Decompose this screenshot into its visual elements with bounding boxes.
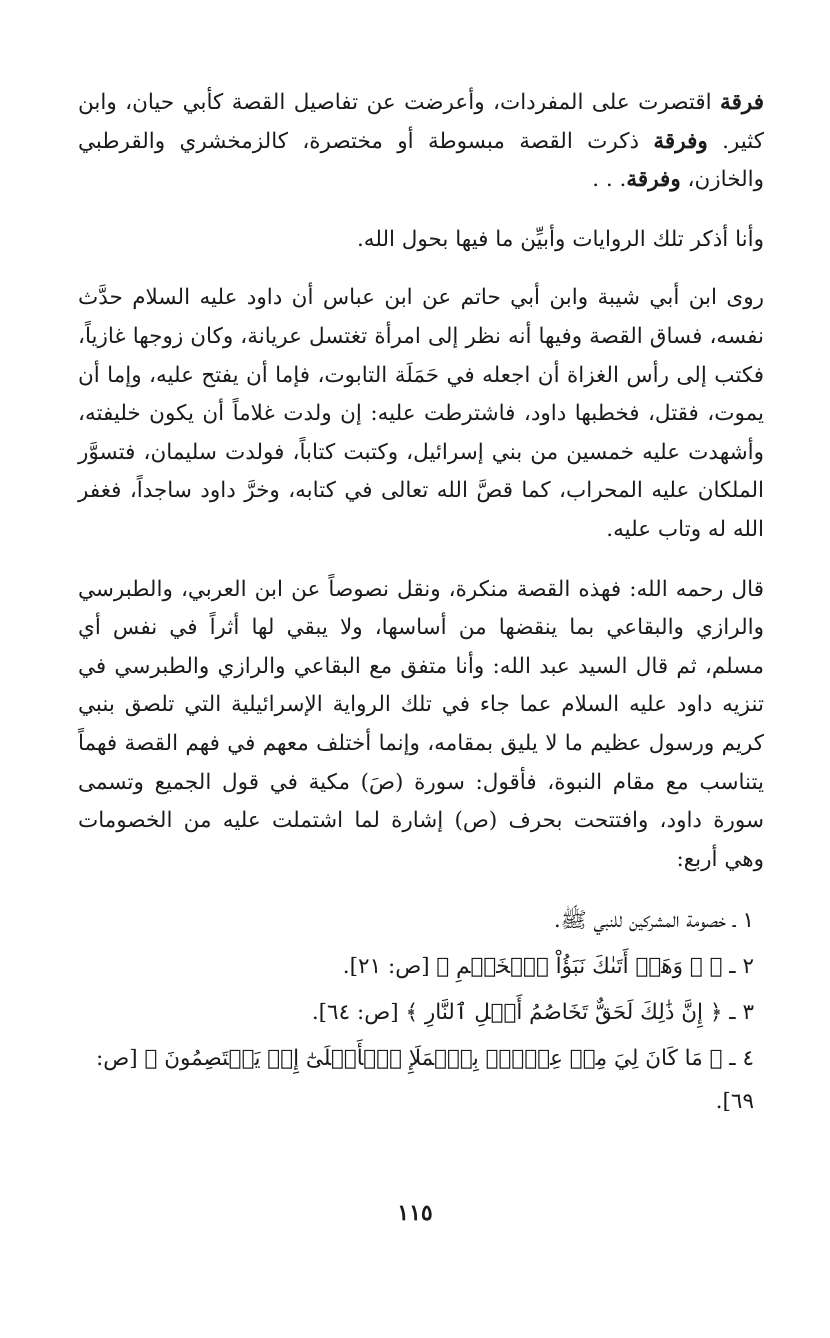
list-item: ١ ـ خصومة المشركين للنبي ﷺ. <box>553 908 754 934</box>
bold-term-wafirqa: وفرقة <box>653 128 708 154</box>
list-item: ٣ ـ ﴿ إِنَّ ذَٰلِكَ لَحَقٌّ تَخَاصُمُ أَهۡلِ ٱلنَّارِ ﴾ [ص: ٦٤]. <box>311 1000 754 1026</box>
paragraph-intro-narrations: وأنا أذكر تلك الروايات وأبيِّن ما فيها بحول الله. <box>356 226 764 252</box>
paragraph-commentator-groups <box>78 84 764 200</box>
bold-term-firqa: فرقة <box>720 90 764 115</box>
list-item: ٤ ـ ﴿ مَا كَانَ لِيَ مِنۡ عِلۡمِۭ بِٱلۡمَلَإِ ٱلۡأَعۡلَىٰٓ إِذۡ يَخۡتَصِمُونَ ﴾ [ص: ٦٩]. <box>96 1046 754 1115</box>
paragraph-commentary: قال رحمه الله: فهذه القصة منكرة، ونقل نصوصاً عن ابن العربي، والطبرسي والرازي والبقاعي بما ينقضها من أساسها، ولا يبقي لها أثراً في نفس أي مسلم، ثم قال السيد عبد الله: وأنا متفق مع البقاعي والرازي والطبرسي في تنزيه داود عليه السلام عما جاء في تلك الرواية الإسرائيلية التي تلصق بنبي كريم ورسول عظيم ما لا يليق بمقامه، وإنما أختلف معهم في فهم القصة فهماً يتناسب مع مقام النبوة، فأقول: سورة (صَ) مكية في قول الجميع وتسمى سورة داود، وافتتحت بحرف (ص) إشارة لما اشتملت عليه من الخصومات وهي أربع: <box>78 576 764 872</box>
disputes-list <box>78 899 764 1123</box>
paragraph-text: اقتصرت على المفردات، وأعرضت عن تفاصيل القصة كأبي حيان، وابن كثير. <box>78 90 764 154</box>
page-body <box>78 84 764 1264</box>
list-item: ٢ ـ ﴿ ۞ وَهَلۡ أَتَىٰكَ نَبَؤُاْ ٱلۡخَصۡمِ ﴾ [ص: ٢١]. <box>342 954 754 980</box>
paragraph-text: ذكرت القصة مبسوطة أو مختصرة، كالزمخشري والقرطبي والخازن، <box>78 128 764 193</box>
bold-term-wafirqa: وفرقة <box>626 167 681 193</box>
paragraph-narration-ibn-abbas: روى ابن أبي شيبة وابن أبي حاتم عن ابن عباس أن داود عليه السلام حدَّث نفسه، فساق القصة وفيها أنه نظر إلى امرأة تغتسل عريانة، وكان زوجها غازياً، فكتب إلى رأس الغزاة أن اجعله في حَمَلَة التابوت، فإما أن يفتح عليه، وإما أن يموت، فقتل، فخطبها داود، فاشترطت عليه: إن ولدت غلاماً أن يكون خليفته، وأشهدت عليه خمسين من بني إسرائيل، وكتبت كتاباً، فولدت سليمان، فتسوَّر الملكان عليه المحراب، كما قصَّ الله تعالى في كتابه، وخرَّ داود ساجداً، فغفر الله له وتاب عليه. <box>78 285 764 542</box>
paragraph-ellipsis: . . . <box>592 167 627 193</box>
page-number: ١١٥ <box>397 1200 433 1226</box>
